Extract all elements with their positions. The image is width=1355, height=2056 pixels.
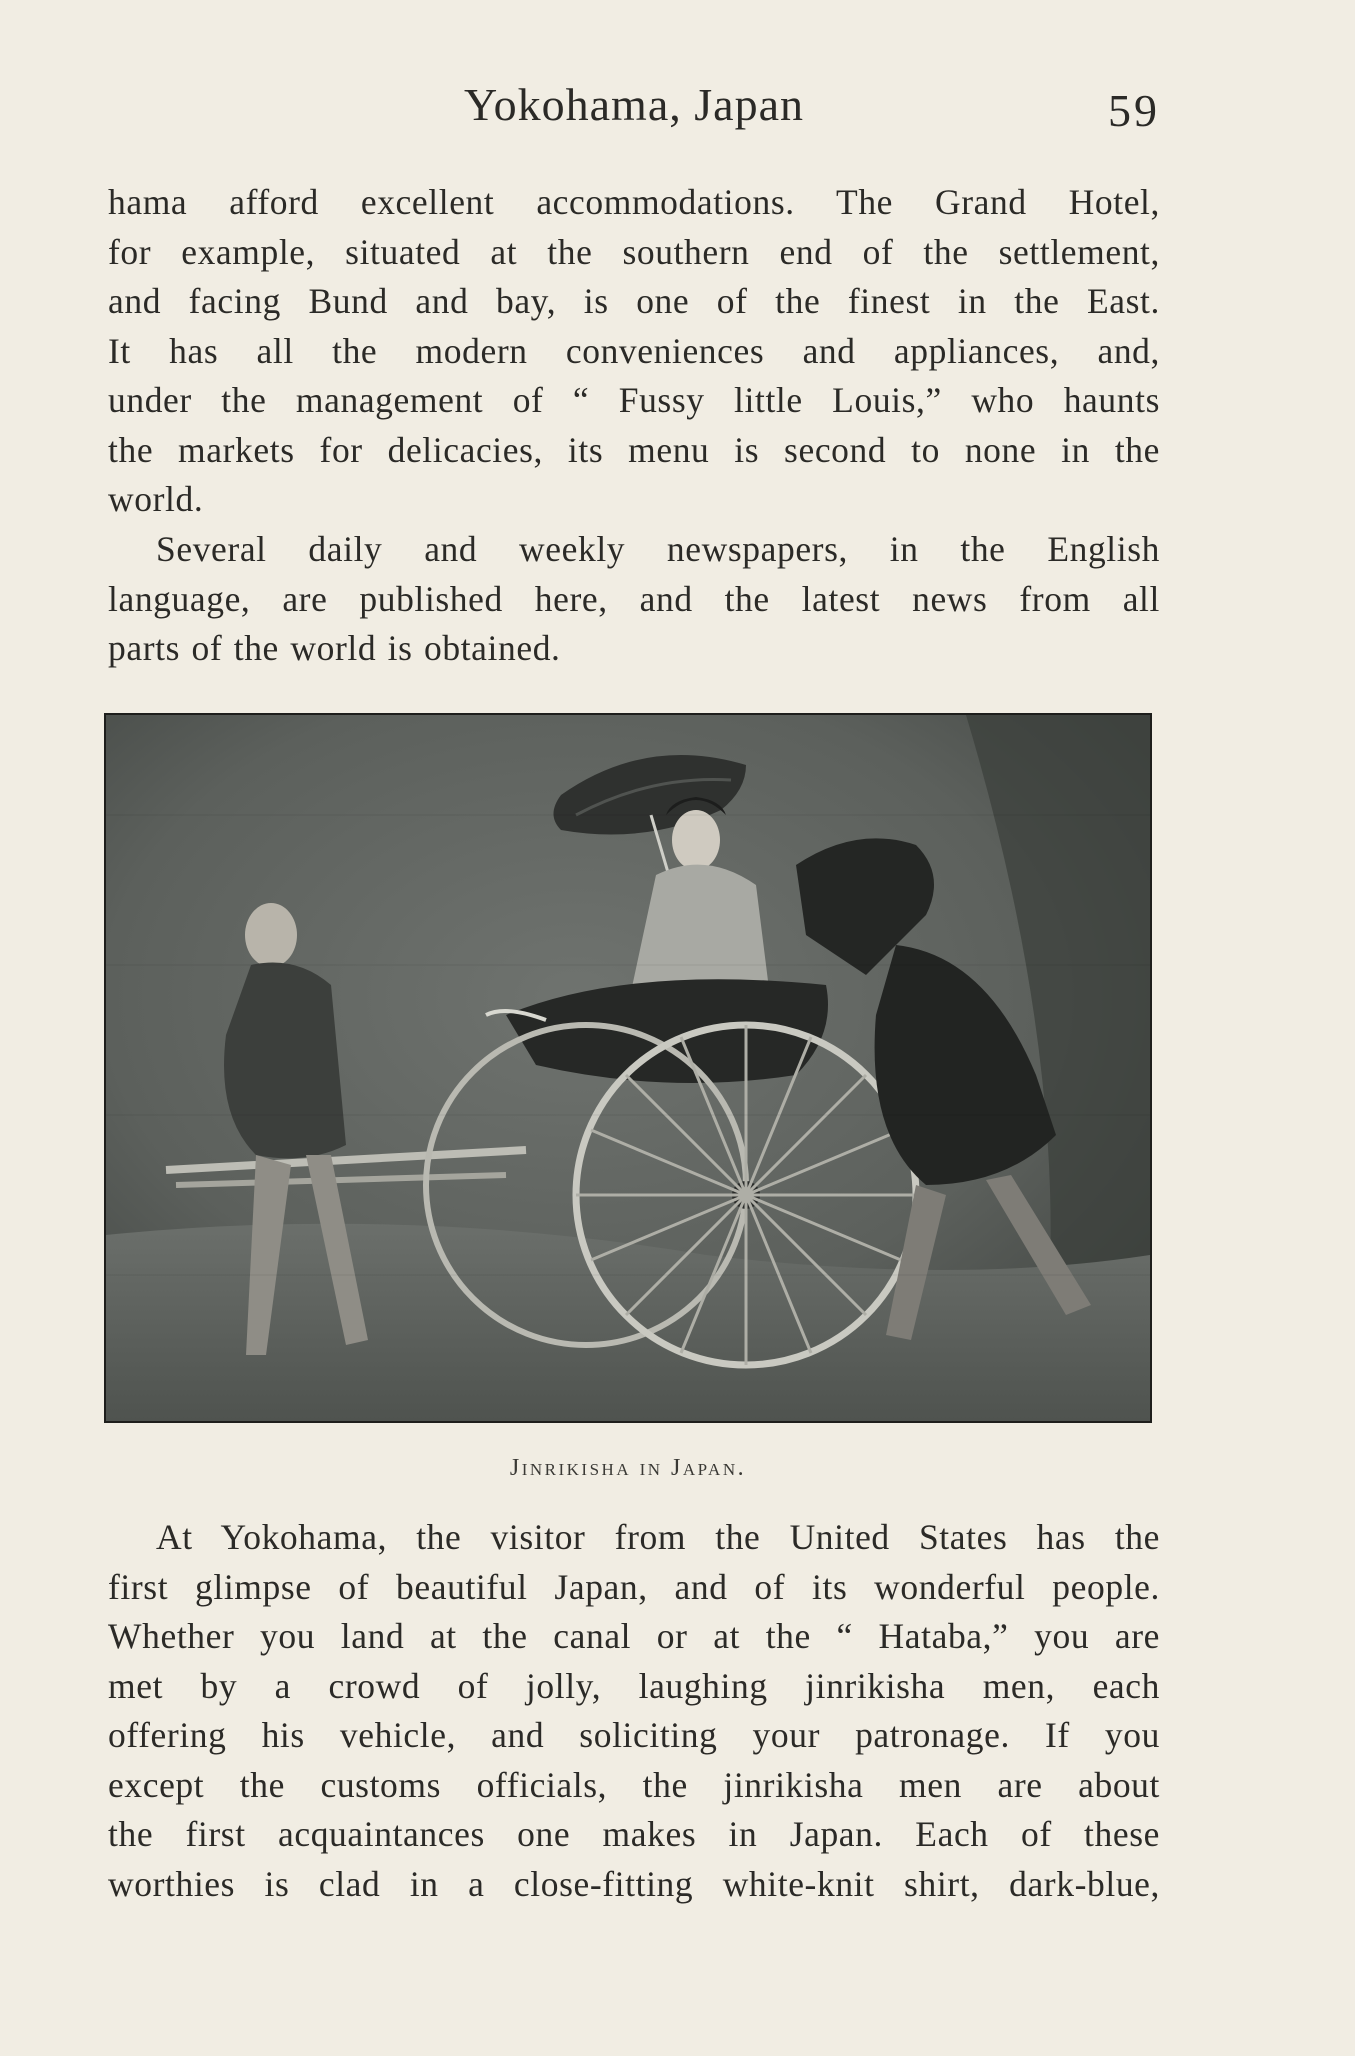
text-line: hama afford excellent accommodations. The Grand Hotel, — [108, 182, 1160, 222]
text-line: parts of the world is obtained. — [108, 628, 561, 668]
text-line: the first acquaintances one makes in Japan. Each of these — [108, 1814, 1160, 1854]
paragraph-newspapers — [108, 525, 1160, 674]
text-line: Whether you land at the canal or at the “ Hataba,” you are — [108, 1616, 1160, 1656]
text-line: except the customs officials, the jinrikisha men are about — [108, 1764, 1160, 1805]
paragraph-grand-hotel — [108, 178, 1160, 525]
text-line: and facing Bund and bay, is one of the finest in the East. — [108, 281, 1160, 321]
text-line: for example, situated at the southern end of the settlement, — [108, 231, 1160, 272]
text-line: offering his vehicle, and soliciting your patronage. If you — [108, 1715, 1160, 1755]
running-head — [108, 78, 1160, 138]
text-line: At Yokohama, the visitor from the United States has the — [156, 1517, 1160, 1557]
text-line: language, are published here, and the latest news from all — [108, 578, 1160, 619]
text-line: world. — [108, 479, 204, 519]
text-line: met by a crowd of jolly, laughing jinrikisha men, each — [108, 1665, 1160, 1706]
paragraph-yokohama-visitor — [108, 1513, 1160, 1909]
text-line: It has all the modern conveniences and appliances, and, — [108, 330, 1160, 371]
jinrikisha-photograph — [104, 713, 1152, 1423]
figure-caption: Jinrikisha in Japan. — [509, 1455, 747, 1481]
text-line: the markets for delicacies, its menu is second to none in the — [108, 429, 1160, 470]
text-line: Several daily and weekly newspapers, in the English — [156, 529, 1160, 569]
page-number: 59 — [1108, 85, 1160, 136]
running-title: Yokohama, Japan — [464, 79, 804, 130]
text-line: worthies is clad in a close-fitting white-knit shirt, dark-blue, — [108, 1863, 1160, 1904]
text-line: first glimpse of beautiful Japan, and of its wonderful people. — [108, 1566, 1160, 1607]
text-line: under the management of “ Fussy little Louis,” who haunts — [108, 380, 1160, 420]
